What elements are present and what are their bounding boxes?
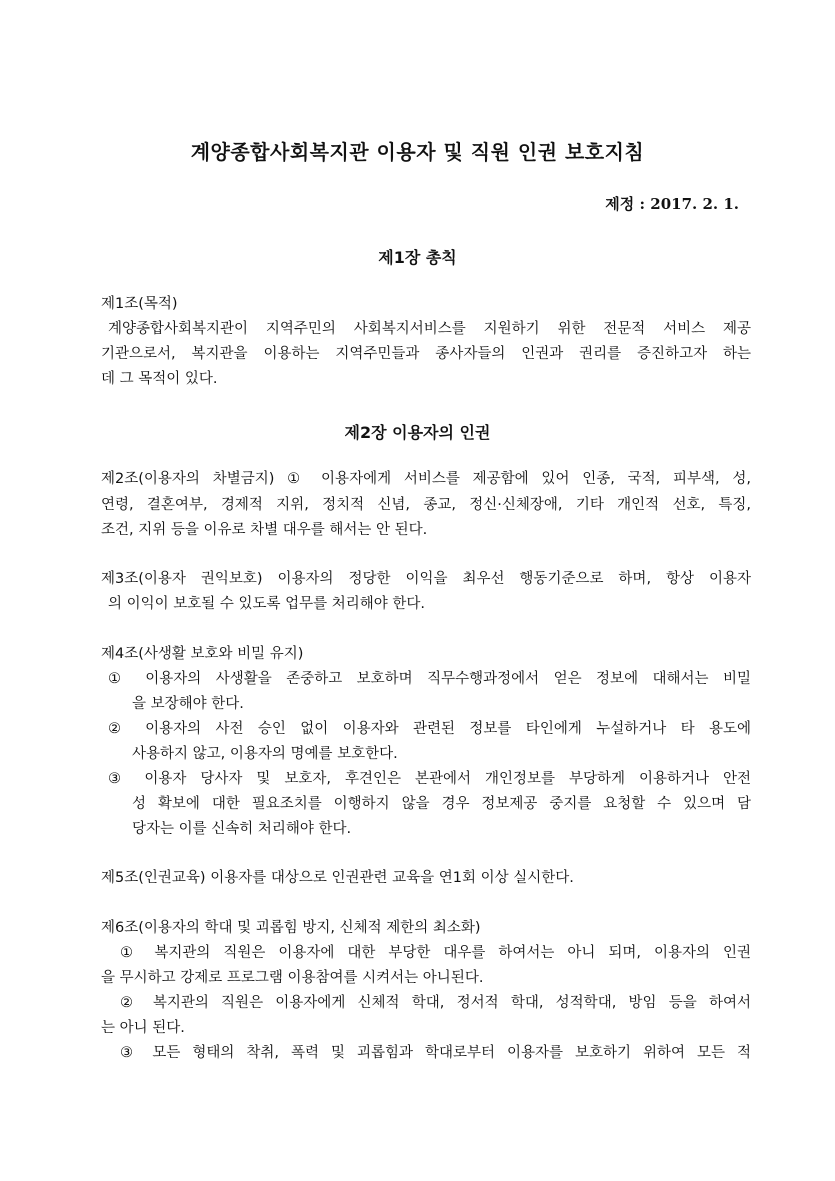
article-3-line: 제3조(이용자 권익보호) 이용자의 정당한 이익을 최우선 행동기준으로 하며, 항상 이용자 xyxy=(101,571,751,587)
article-2-line: 제2조(이용자의 차별금지) ① 이용자에게 서비스를 제공함에 있어 인종, 국적, 피부색, 성, xyxy=(101,471,751,487)
article-4-line: ③ 이용자 당사자 및 보호자, 후견인은 본관에서 개인정보를 부당하게 이용하거나 안전 xyxy=(108,771,751,787)
article-6-title: 제6조(이용자의 학대 및 괴롭힘 방지, 신체적 제한의 최소화) xyxy=(101,920,481,936)
chapter-2-heading: 제2장 이용자의 인권 xyxy=(344,423,491,442)
article-4-line: 당자는 이를 신속히 처리해야 한다. xyxy=(132,821,352,837)
article-1-line: 데 그 목적이 있다. xyxy=(101,371,218,387)
article-6-line: 을 무시하고 강제로 프로그램 이용참여를 시켜서는 아니된다. xyxy=(101,970,484,986)
article-4-line: ① 이용자의 사생활을 존중하고 보호하며 직무수행과정에서 얻은 정보에 대해서는 비밀 xyxy=(108,671,751,687)
article-2-line: 조건, 지위 등을 이유로 차별 대우를 해서는 안 된다. xyxy=(101,522,428,538)
article-2-line: 연령, 결혼여부, 경제적 지위, 정치적 신념, 종교, 정신·신체장애, 기타 개인적 선호, 특징, xyxy=(101,497,751,513)
article-4-line: ② 이용자의 사전 승인 없이 이용자와 관련된 정보를 타인에게 누설하거나 타 용도에 xyxy=(108,721,751,737)
enactment-date: 제정 : 2017. 2. 1. xyxy=(605,195,739,213)
article-5-line: 제5조(인권교육) 이용자를 대상으로 인권관련 교육을 연1회 이상 실시한다. xyxy=(101,870,574,886)
article-6-line: ③ 모든 형태의 착취, 폭력 및 괴롭힘과 학대로부터 이용자를 보호하기 위하여 모든 적 xyxy=(120,1045,751,1061)
article-1-title: 제1조(목적) xyxy=(101,296,178,312)
article-3-line: 의 이익이 보호될 수 있도록 업무를 처리해야 한다. xyxy=(108,596,426,612)
article-1-line: 기관으로서, 복지관을 이용하는 지역주민들과 종사자들의 인권과 권리를 증진하고자 하는 xyxy=(101,346,751,362)
article-6-line: 는 아니 된다. xyxy=(101,1020,185,1036)
article-4-line: 을 보장해야 한다. xyxy=(132,696,244,712)
article-4-line: 사용하지 않고, 이용자의 명예를 보호한다. xyxy=(132,746,398,762)
article-4-title: 제4조(사생활 보호와 비밀 유지) xyxy=(101,646,304,662)
article-1-line: 계양종합사회복지관이 지역주민의 사회복지서비스를 지원하기 위한 전문적 서비스 제공 xyxy=(108,321,751,337)
article-6-line: ① 복지관의 직원은 이용자에 대한 부당한 대우를 하여서는 아니 되며, 이용자의 인권 xyxy=(120,945,751,961)
chapter-1-heading: 제1장 총칙 xyxy=(378,248,457,267)
article-6-line: ② 복지관의 직원은 이용자에게 신체적 학대, 정서적 학대, 성적학대, 방임 등을 하여서 xyxy=(120,995,751,1011)
document-title: 계양종합사회복지관 이용자 및 직원 인권 보호지침 xyxy=(190,140,645,164)
article-4-line: 성 확보에 대한 필요조치를 이행하지 않을 경우 정보제공 중지를 요청할 수 있으며 담 xyxy=(132,796,751,812)
